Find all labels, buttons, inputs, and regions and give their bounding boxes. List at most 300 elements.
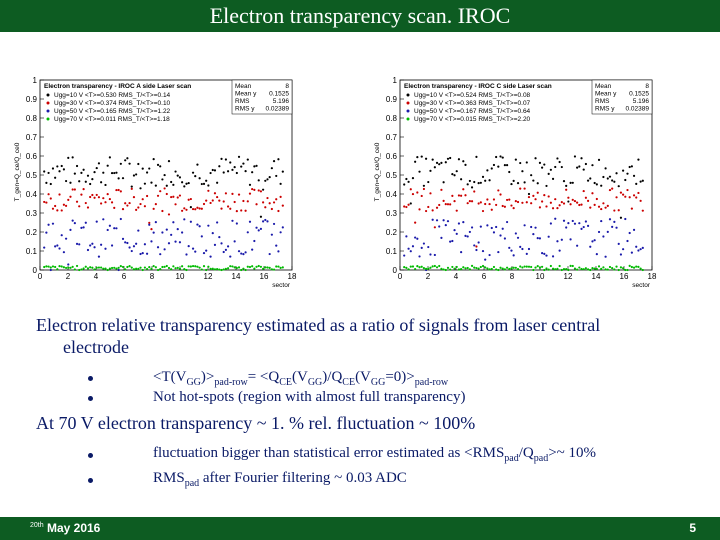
- data-point: [410, 188, 412, 190]
- data-point: [451, 240, 453, 242]
- data-point: [615, 196, 617, 198]
- data-point: [418, 255, 420, 257]
- data-point: [491, 209, 493, 211]
- data-point: [583, 226, 585, 228]
- data-point: [589, 177, 591, 179]
- data-point: [220, 269, 222, 271]
- data-point: [150, 268, 152, 270]
- data-point: [615, 172, 617, 174]
- data-point: [229, 265, 231, 267]
- data-point: [78, 205, 80, 207]
- x-axis-label: sector: [272, 282, 290, 289]
- data-point: [133, 268, 135, 270]
- plot-a-side: [10, 72, 310, 290]
- data-point: [482, 210, 484, 212]
- data-point: [135, 243, 137, 245]
- data-point: [567, 197, 569, 199]
- data-point: [260, 228, 262, 230]
- plot-title: Electron transparency - IROC C side Laser scan: [404, 83, 552, 90]
- data-point: [594, 182, 596, 184]
- y-tick-label: 0.2: [25, 228, 37, 237]
- data-point: [637, 266, 639, 268]
- stats-key: RMS y: [235, 105, 255, 113]
- data-point: [56, 268, 58, 270]
- data-point: [626, 189, 628, 191]
- data-point: [633, 266, 635, 268]
- data-point: [436, 266, 438, 268]
- data-point: [611, 267, 613, 269]
- data-point: [225, 192, 227, 194]
- data-point: [453, 200, 455, 202]
- data-point: [238, 156, 240, 158]
- data-point: [425, 268, 427, 270]
- data-point: [242, 268, 244, 270]
- data-point: [583, 268, 585, 270]
- data-point: [240, 269, 242, 271]
- legend-entry: Ugg=10 V <T>=0.530 RMS_T/<T>=0.14: [54, 92, 171, 99]
- data-point: [194, 208, 196, 210]
- data-point: [488, 179, 490, 181]
- data-point: [93, 246, 95, 248]
- data-point: [96, 167, 98, 169]
- data-point: [637, 159, 639, 161]
- data-point: [74, 268, 76, 270]
- data-point: [528, 248, 530, 250]
- data-point: [201, 208, 203, 210]
- data-point: [524, 187, 526, 189]
- data-point: [640, 268, 642, 270]
- data-point: [214, 192, 216, 194]
- data-point: [615, 227, 617, 229]
- data-point: [148, 224, 150, 226]
- data-point: [618, 209, 620, 211]
- data-point: [234, 266, 236, 268]
- data-point: [561, 201, 563, 203]
- data-point: [427, 206, 429, 208]
- data-point: [102, 218, 104, 220]
- data-point: [462, 188, 464, 190]
- data-point: [179, 268, 181, 270]
- data-point: [275, 175, 277, 177]
- data-point: [135, 173, 137, 175]
- data-point: [545, 267, 547, 269]
- data-point: [148, 167, 150, 169]
- legend-marker: [47, 102, 50, 105]
- data-point: [559, 250, 561, 252]
- data-point: [122, 266, 124, 268]
- data-point: [545, 205, 547, 207]
- stats-value: 8: [285, 83, 289, 90]
- data-point: [521, 266, 523, 268]
- data-point: [93, 268, 95, 270]
- data-point: [172, 196, 174, 198]
- stats-value: 0.02389: [265, 105, 289, 113]
- data-point: [159, 253, 161, 255]
- data-point: [552, 178, 554, 180]
- data-point: [405, 206, 407, 208]
- data-point: [118, 177, 120, 179]
- data-point: [139, 187, 141, 189]
- data-point: [196, 223, 198, 225]
- x-tick-label: 18: [647, 272, 657, 281]
- data-point: [517, 237, 519, 239]
- data-point: [427, 246, 429, 248]
- data-point: [534, 227, 536, 229]
- data-point: [63, 266, 65, 268]
- data-point: [471, 200, 473, 202]
- y-tick-label: 0.9: [385, 95, 397, 104]
- data-point: [602, 176, 604, 178]
- data-point: [585, 197, 587, 199]
- stats-value: 8: [645, 83, 649, 90]
- data-point: [574, 223, 576, 225]
- data-point: [469, 268, 471, 270]
- x-tick-label: 12: [563, 272, 573, 281]
- data-point: [469, 231, 471, 233]
- data-point: [238, 266, 240, 268]
- data-point: [271, 167, 273, 169]
- data-point: [548, 236, 550, 238]
- data-point: [183, 185, 185, 187]
- data-point: [451, 195, 453, 197]
- data-point: [423, 188, 425, 190]
- data-point: [432, 265, 434, 267]
- data-point: [113, 227, 115, 229]
- data-point: [50, 266, 52, 268]
- data-point: [69, 267, 71, 269]
- data-point: [227, 170, 229, 172]
- data-point: [416, 156, 418, 158]
- data-point: [620, 266, 622, 268]
- data-point: [631, 208, 633, 210]
- data-point: [50, 197, 52, 199]
- data-point: [247, 231, 249, 233]
- data-point: [517, 182, 519, 184]
- data-point: [190, 221, 192, 223]
- data-point: [642, 180, 644, 182]
- data-point: [258, 189, 260, 191]
- legend-marker: [407, 110, 410, 113]
- data-point: [56, 165, 58, 167]
- data-point: [153, 232, 155, 234]
- data-point: [436, 162, 438, 164]
- data-point: [640, 248, 642, 250]
- data-point: [543, 194, 545, 196]
- data-point: [128, 246, 130, 248]
- data-point: [80, 172, 82, 174]
- data-point: [203, 183, 205, 185]
- y-tick-label: 0.6: [25, 152, 37, 161]
- data-point: [172, 221, 174, 223]
- data-point: [196, 207, 198, 209]
- bullet-fluctuation: fluctuation bigger than statistical error estimated as $<RMS_{pad}/Q_{pad}>\sim$ 10%: [153, 445, 597, 464]
- data-point: [223, 171, 225, 173]
- data-point: [107, 269, 109, 271]
- data-point: [236, 267, 238, 269]
- data-point: [464, 235, 466, 237]
- data-point: [43, 170, 45, 172]
- data-point: [598, 231, 600, 233]
- data-point: [587, 225, 589, 227]
- data-point: [445, 161, 447, 163]
- data-point: [425, 158, 427, 160]
- data-point: [266, 197, 268, 199]
- stats-key: Mean: [595, 83, 612, 90]
- data-point: [611, 179, 613, 181]
- data-point: [561, 239, 563, 241]
- data-point: [146, 253, 148, 255]
- data-point: [207, 266, 209, 268]
- data-point: [635, 183, 637, 185]
- data-point: [205, 180, 207, 182]
- data-point: [513, 254, 515, 256]
- data-point: [552, 268, 554, 270]
- bullet-rms: $RMS_{pad}$ after Fourier filtering ~ 0.03 ADC: [153, 470, 407, 489]
- data-point: [618, 243, 620, 245]
- data-point: [478, 182, 480, 184]
- data-point: [229, 208, 231, 210]
- data-point: [541, 252, 543, 254]
- data-point: [556, 240, 558, 242]
- x-tick-label: 6: [481, 272, 487, 281]
- data-point: [598, 159, 600, 161]
- data-point: [109, 225, 111, 227]
- x-tick-label: 0: [397, 272, 403, 281]
- data-point: [587, 268, 589, 270]
- legend-entry: Ugg=10 V <T>=0.524 RMS_T/<T>=0.08: [414, 92, 531, 99]
- data-point: [438, 163, 440, 165]
- data-point: [164, 266, 166, 268]
- data-point: [491, 167, 493, 169]
- data-point: [499, 234, 501, 236]
- data-point: [282, 226, 284, 228]
- data-point: [456, 210, 458, 212]
- bullet-hotspots: Not hot-spots (region with almost full transparency): [153, 389, 466, 405]
- x-tick-label: 2: [425, 272, 431, 281]
- data-point: [179, 194, 181, 196]
- data-point: [104, 201, 106, 203]
- data-point: [214, 169, 216, 171]
- data-point: [65, 267, 67, 269]
- data-point: [177, 174, 179, 176]
- data-point: [137, 268, 139, 270]
- data-point: [273, 223, 275, 225]
- data-point: [407, 248, 409, 250]
- data-point: [515, 232, 517, 234]
- x-tick-label: 10: [535, 272, 545, 281]
- data-point: [100, 244, 102, 246]
- data-point: [113, 207, 115, 209]
- data-point: [600, 268, 602, 270]
- data-point: [146, 268, 148, 270]
- data-point: [508, 199, 510, 201]
- data-point: [526, 265, 528, 267]
- data-point: [78, 269, 80, 271]
- data-point: [480, 182, 482, 184]
- data-point: [118, 189, 120, 191]
- data-point: [508, 268, 510, 270]
- data-point: [255, 203, 257, 205]
- data-point: [613, 221, 615, 223]
- data-point: [622, 248, 624, 250]
- data-point: [640, 200, 642, 202]
- data-point: [218, 200, 220, 202]
- data-point: [91, 194, 93, 196]
- data-point: [273, 201, 275, 203]
- data-point: [124, 241, 126, 243]
- data-point: [249, 266, 251, 268]
- data-point: [52, 208, 54, 210]
- data-point: [249, 193, 251, 195]
- data-point: [453, 229, 455, 231]
- data-point: [456, 170, 458, 172]
- data-point: [220, 242, 222, 244]
- data-point: [275, 245, 277, 247]
- y-tick-label: 0.8: [385, 114, 397, 123]
- data-point: [412, 193, 414, 195]
- data-point: [231, 220, 233, 222]
- data-point: [534, 266, 536, 268]
- x-tick-label: 16: [619, 272, 629, 281]
- legend-marker: [47, 118, 50, 121]
- data-point: [115, 267, 117, 269]
- data-point: [194, 175, 196, 177]
- data-point: [109, 267, 111, 269]
- data-point: [618, 185, 620, 187]
- data-point: [194, 265, 196, 267]
- data-point: [513, 207, 515, 209]
- data-point: [510, 267, 512, 269]
- data-point: [87, 175, 89, 177]
- data-point: [155, 185, 157, 187]
- data-point: [598, 206, 600, 208]
- data-point: [89, 244, 91, 246]
- data-point: [620, 217, 622, 219]
- y-tick-label: 1: [392, 76, 397, 85]
- data-point: [172, 265, 174, 267]
- data-point: [626, 173, 628, 175]
- data-point: [556, 207, 558, 209]
- data-point: [188, 182, 190, 184]
- data-point: [497, 189, 499, 191]
- data-point: [155, 266, 157, 268]
- data-point: [493, 164, 495, 166]
- data-point: [510, 183, 512, 185]
- data-point: [445, 224, 447, 226]
- data-point: [550, 222, 552, 224]
- legend-entry: Ugg=50 V <T>=0.165 RMS_T/<T>=1.22: [54, 108, 171, 115]
- data-point: [410, 250, 412, 252]
- data-point: [631, 252, 633, 254]
- data-point: [255, 165, 257, 167]
- data-point: [609, 189, 611, 191]
- data-point: [87, 267, 89, 269]
- data-point: [526, 253, 528, 255]
- data-point: [412, 177, 414, 179]
- data-point: [429, 170, 431, 172]
- data-point: [50, 269, 52, 271]
- data-point: [150, 240, 152, 242]
- data-point: [102, 268, 104, 270]
- data-point: [115, 172, 117, 174]
- data-point: [543, 269, 545, 271]
- data-point: [482, 250, 484, 252]
- data-point: [87, 206, 89, 208]
- data-point: [620, 191, 622, 193]
- data-point: [264, 266, 266, 268]
- data-point: [524, 181, 526, 183]
- data-point: [604, 167, 606, 169]
- data-point: [244, 170, 246, 172]
- data-point: [128, 202, 130, 204]
- data-point: [480, 266, 482, 268]
- data-point: [212, 268, 214, 270]
- data-point: [548, 173, 550, 175]
- data-point: [253, 189, 255, 191]
- data-point: [72, 266, 74, 268]
- data-point: [629, 232, 631, 234]
- data-point: [247, 158, 249, 160]
- data-point: [607, 177, 609, 179]
- data-point: [78, 243, 80, 245]
- stats-key: RMS: [595, 98, 610, 105]
- data-point: [225, 268, 227, 270]
- data-point: [539, 267, 541, 269]
- y-tick-label: 0.2: [385, 228, 397, 237]
- data-point: [594, 204, 596, 206]
- data-point: [52, 167, 54, 169]
- data-point: [488, 254, 490, 256]
- data-point: [438, 204, 440, 206]
- x-tick-label: 6: [121, 272, 127, 281]
- data-point: [545, 185, 547, 187]
- data-point: [249, 184, 251, 186]
- data-point: [126, 204, 128, 206]
- y-tick-label: 0.9: [25, 95, 37, 104]
- data-point: [54, 245, 56, 247]
- data-point: [464, 164, 466, 166]
- data-point: [609, 176, 611, 178]
- data-point: [499, 155, 501, 157]
- data-point: [550, 265, 552, 267]
- data-point: [615, 265, 617, 267]
- data-point: [58, 193, 60, 195]
- data-point: [488, 203, 490, 205]
- data-point: [83, 226, 85, 228]
- data-point: [223, 268, 225, 270]
- data-point: [61, 165, 63, 167]
- data-point: [567, 222, 569, 224]
- data-point: [67, 263, 69, 265]
- data-point: [405, 235, 407, 237]
- data-point: [85, 202, 87, 204]
- data-point: [109, 198, 111, 200]
- data-point: [120, 218, 122, 220]
- data-point: [271, 234, 273, 236]
- data-point: [530, 174, 532, 176]
- data-point: [537, 265, 539, 267]
- data-point: [231, 193, 233, 195]
- y-tick-label: 0.3: [25, 209, 37, 218]
- data-point: [548, 195, 550, 197]
- data-point: [572, 182, 574, 184]
- data-point: [242, 162, 244, 164]
- data-point: [115, 189, 117, 191]
- data-point: [530, 202, 532, 204]
- data-point: [591, 240, 593, 242]
- data-point: [543, 163, 545, 165]
- data-point: [429, 267, 431, 269]
